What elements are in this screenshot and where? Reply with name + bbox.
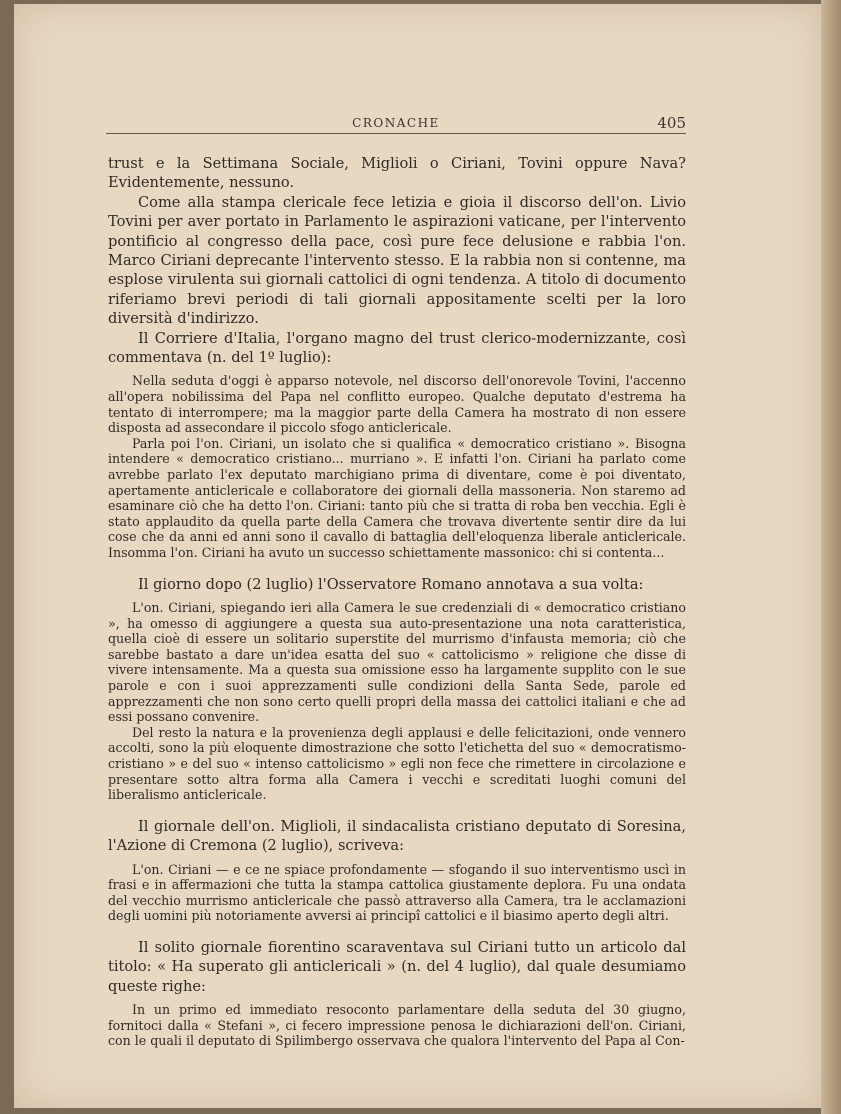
paragraph-4: Il giorno dopo (2 luglio) l'Osservatore Romano annotava a sua volta: bbox=[138, 575, 644, 593]
page-header bbox=[106, 114, 686, 138]
quote-azione bbox=[108, 862, 686, 924]
quote-3-para-1: L'on. Ciriani — e ce ne spiace profondamente — sfogando il suo interventismo uscì in frasi e in affermazioni che tutta la stampa cattolica giustamente deplora. Fu una ondata del vecchio murrismo anticlericale che passò attraverso alla Camera, tra le acclamazioni degli uomini più notoriamente avversi ai principî cattolici e il biasimo aperto degli altri. bbox=[108, 861, 686, 924]
quote-1-para-2: Parla poi l'on. Ciriani, un isolato che si qualifica « democratico cristiano ». Bisogna intendere « democratico cristiano... murriano ». E infatti l'on. Ciriani ha parlato come avrebbe parlato l'ex deputato marchigiano prima di diventare, come è poi diventato, apertamente anticlericale e collaboratore dei giornali della massoneria. Non staremo ad esaminare ciò che ha detto l'on. Ciriani: tanto più che si tratta di roba ben vecchia. Egli è stato applaudito da quella parte della Camera che trovava divertente sentir dire da lui cose che da anni ed anni sono il cavallo di battaglia dell'eloquenza liberale anticlericale. Insomma l'on. Ciriani ha avuto un successo schiettamente massonico: chi si contenta... bbox=[108, 435, 686, 560]
page-body bbox=[108, 154, 686, 1049]
page-edge-stack bbox=[821, 0, 841, 1114]
quote-4-para-1: In un primo ed immediato resoconto parlamentare della seduta del 30 giugno, fornitoci dalla « Stefani », ci fecero impressione penosa le dichiarazioni dell'on. Ciriani, con le quali il deputato di Spilimbergo osservava che qualora l'intervento del Papa al Con- bbox=[108, 1002, 686, 1049]
quote-2-para-1: L'on. Ciriani, spiegando ieri alla Camera le sue credenziali di « democratico cristiano », ha omesso di aggiungere a questa sua auto-presentazione una nota caratteristica, quella cioè di essere un solitario superstite del murrismo d'infausta memoria; ciò che sarebbe bastato a dare un'idea esatta del suo « cattolicismo » religione che disse di vivere intensamente. Ma a questa sua omissione esso ha largamente supplito con le sue parole e con i suoi apprezzamenti sulle condizioni della Santa Sede, parole ed apprezzamenti che non sono certo quelli propri della massa dei cattolici italiani e che ad essi possano convenire. bbox=[108, 600, 686, 725]
paragraph-1: trust e la Settimana Sociale, Miglioli o Ciriani, Tovini oppure Nava? Evidentemente, nessuno. bbox=[108, 155, 686, 192]
paragraph-6: Il solito giornale fiorentino scaraventava sul Ciriani tutto un articolo dal titolo: « Ha superato gli anticlericali » (n. del 4 luglio), dal quale desumiamo queste righe: bbox=[108, 938, 686, 995]
header-rule bbox=[106, 133, 686, 134]
running-title: CRONACHE bbox=[352, 116, 440, 130]
quote-corriere bbox=[108, 373, 686, 560]
paragraph-3: Il Corriere d'Italia, l'organo magno del trust clerico-modernizzante, così commentava (n. del 1º luglio): bbox=[108, 329, 686, 367]
quote-2-para-2: Del resto la natura e la provenienza degli applausi e delle felicitazioni, onde vennero accolti, sono la più eloquente dimostrazione che sotto l'etichetta del suo « democratismo-cristiano » e del suo « intenso cattolicismo » egli non fece che rimettere in circolazione e presentare sotto altra forma alla Camera i vecchi e screditati luoghi comuni del liberalismo anticlericale. bbox=[108, 724, 686, 803]
page-number: 405 bbox=[657, 114, 686, 132]
paragraph-5: Il giornale dell'on. Miglioli, il sindacalista cristiano deputato di Soresina, l'Azione di Cremona (2 luglio), scriveva: bbox=[108, 817, 686, 855]
quote-fiorentino bbox=[108, 1002, 686, 1049]
paragraph-2: Come alla stampa clericale fece letizia e gioia il discorso dell'on. Livio Tovini per aver portato in Parlamento le aspirazioni vaticane, per l'intervento pontificio al congresso della pace, così pure fece delusione e rabbia l'on. Marco Ciriani deprecante l'intervento stesso. E la rabbia non si contenne, ma esplose virulenta sui giornali cattolici di ogni tendenza. A titolo di documento riferiamo brevi periodi di tali giornali appositamente scelti per la loro diversità d'indirizzo. bbox=[108, 193, 686, 328]
quote-1-para-1: Nella seduta d'oggi è apparso notevole, nel discorso dell'onorevole Tovini, l'accenno all'opera nobilissima del Papa nel conflitto europeo. Qualche deputato d'estrema ha tentato di interrompere; ma la maggior parte della Camera ha mostrato di non essere disposta ad assecondare il piccolo sfogo anticlericale. bbox=[108, 373, 686, 436]
quote-osservatore bbox=[108, 600, 686, 803]
